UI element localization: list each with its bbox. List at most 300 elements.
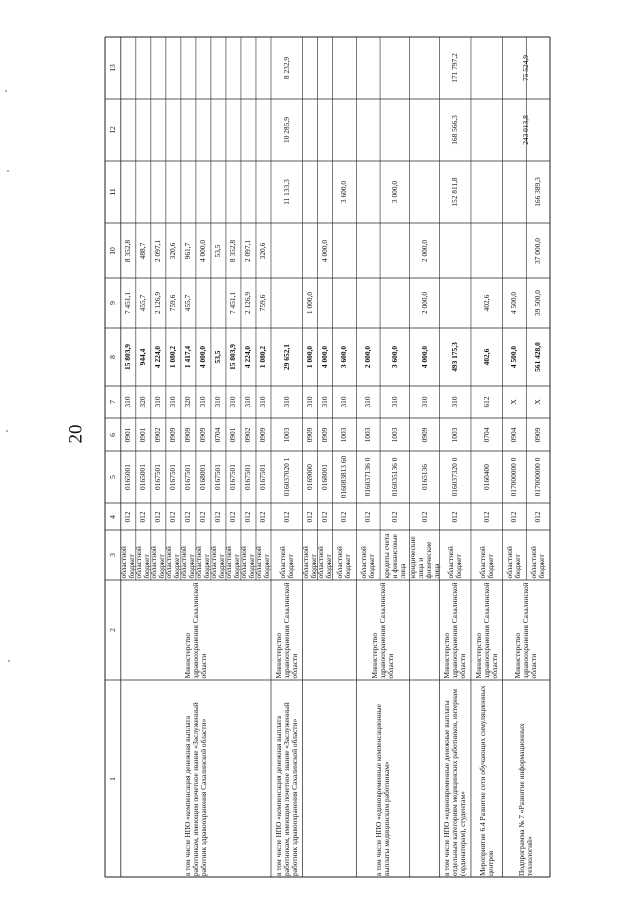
table-cell-text: 4 000,0 [419,345,429,369]
table-cell-text: 017000000 0 [509,457,519,497]
table-cell [471,99,503,161]
header-cell-text: 1 [107,776,117,781]
table-cell-text: 39 500,0 [533,290,543,316]
table-cell [226,418,241,451]
header-cell-text: 9 [107,301,117,305]
table-cell-text: 016083813 60 [339,455,349,499]
table-cell-text: 012 [123,510,133,523]
table-cell [356,278,380,328]
table-cell [380,161,410,223]
table-cell [410,223,440,278]
table-cell-text: 4 500,0 [509,345,519,369]
table-cell [333,503,357,530]
table-cell [136,328,151,386]
table-cell-text: юридические лица и физические лица [407,536,441,579]
executor-cell [503,580,550,680]
table-cell-text: 012 [389,510,399,523]
table-cell [121,328,136,386]
table-cell-text: 012 [305,510,315,523]
table-cell [241,328,256,386]
table-cell-text: областной бюджет [505,546,523,579]
executor-cell [121,580,271,680]
table-cell-text: 012 [533,510,543,523]
table-cell [271,386,303,418]
table-cell [303,328,318,386]
table-cell [121,161,136,223]
table-cell-text: 012 [481,510,491,523]
table-cell [318,418,333,451]
table-cell-text: 1 080,2 [258,345,268,369]
table-cell-text: 016037320 0 [450,457,460,497]
table-cell-text: 0909 [419,427,429,442]
table-cell-text: областной бюджет [301,546,319,579]
table-cell [211,418,226,451]
table-cell [410,418,440,451]
table-cell-text: 1 000,0 [305,345,315,369]
table-cell-text: 012 [228,510,238,523]
table-cell-text: областной бюджет [134,546,152,579]
header-cell-text: 4 [107,514,117,519]
table-cell [526,328,550,386]
table-cell [380,386,410,418]
table-cell-text: 0167501 [213,464,223,490]
table-cell-text: 0909 [198,427,208,442]
table-cell [166,418,181,451]
table-cell-text: 4 500,0 [509,291,519,315]
page-number-text: 20 [65,424,86,444]
table-cell [211,328,226,386]
table-cell-text: 3 600,0 [339,180,349,204]
table-cell-text: 0902 [153,427,163,442]
table-cell [303,37,357,99]
table-cell [526,386,550,418]
table-cell-text: 310 [153,396,163,408]
table-cell [503,530,527,580]
table-cell-text: областной бюджет [149,546,167,579]
table-cell [471,503,503,530]
table-cell-text: 012 [153,510,163,523]
table-cell [439,37,471,99]
header-cell-text: 11 [107,188,117,196]
table-cell [526,223,550,278]
table-cell-text: 488,7 [138,242,148,259]
table-cell [526,530,550,580]
table-cell [226,503,241,530]
table-cell-text: 1 080,2 [168,345,178,369]
table-cell [318,451,333,503]
table-cell-text: 012 [198,510,208,523]
table-cell [410,278,440,328]
table-cell [166,503,181,530]
table-cell-text: 0909 [305,427,315,442]
table-cell-text: 1003 [450,427,460,442]
header-cell [105,503,121,530]
executor-cell [303,580,357,680]
table-cell-text: областной бюджет [477,546,495,579]
table-cell [503,451,527,503]
table-cell-text: 4 000,0 [198,239,208,262]
table-cell [503,503,527,530]
table-cell-text: X [533,399,543,405]
table-cell [256,328,271,386]
table-cell-text: 0167501 [168,464,178,490]
table-cell [356,386,380,418]
table-cell [333,386,357,418]
table-cell-text: областной бюджет [239,546,257,579]
table-cell [303,451,318,503]
table-cell [241,418,256,451]
table-cell [241,278,256,328]
executor-cell [439,580,471,680]
table-cell-text: областной бюджет [194,546,212,579]
table-cell [439,328,471,386]
table-cell-text: 402,6 [481,348,491,366]
table-cell [356,37,409,99]
table-cell [151,418,166,451]
program-name-cell-text: в том числе НПО «компенсация денежная выплата работникам, имеющим почетное звание «Заслуженный работник здравоохранения Сахалинской области» [182,701,208,876]
table-cell-text: 0167501 [258,464,268,490]
table-cell [211,503,226,530]
table-cell [471,451,503,503]
table-cell-text: 612 [481,396,491,408]
table-cell [151,503,166,530]
header-cell-text: 7 [107,400,117,404]
table-cell-text: X [509,399,519,405]
header-cell [105,680,121,877]
table-cell-text: 0165001 [123,464,133,490]
table-cell-text: 016037136 0 [363,457,373,497]
table-cell [439,223,471,278]
table-cell-text: 0165001 [138,464,148,490]
header-cell [105,418,121,451]
table-cell-text: областной бюджет [277,546,295,579]
table-cell [271,530,303,580]
table-cell-text: 1 000,0 [305,291,315,315]
executor-cell-text: Министерство здравоохранения Сахалинской области [473,582,499,679]
table-cell-text: 320,6 [168,242,178,259]
header-cell-text: 6 [107,432,117,437]
table-cell [380,278,410,328]
program-name-cell-text: Подпрограмма № 7 «Развитие информационных технологий» [517,722,535,876]
table-cell [256,278,271,328]
table-cell-text: 310 [213,396,223,408]
table-cell-text: 310 [198,396,208,408]
table-cell-text: 0704 [213,427,223,442]
table-cell [380,530,410,580]
table-cell [503,223,527,278]
table-cell-text: 0909 [258,427,268,442]
table-cell [410,328,440,386]
table-cell-text: 0909 [320,427,330,442]
table-cell-text: 2 097,1 [243,239,253,262]
table-cell [471,161,503,223]
table-cell-text: 4 000,0 [198,345,208,369]
table-cell [151,451,166,503]
table-cell-text: 310 [243,396,253,408]
table-cell-text: 0167501 [153,464,163,490]
header-cell-text: 12 [107,126,117,134]
table-cell [226,223,241,278]
table-cell-text: 0165136 [419,464,429,490]
header-cell-text: 10 [107,246,117,255]
table-cell-text: 0168001 [198,464,208,490]
table-cell-text: 012 [363,510,373,523]
table-cell-text: 1003 [363,427,373,442]
table-cell-text: 4 000,0 [320,345,330,369]
table-cell [333,328,357,386]
table-cell [196,418,211,451]
table-cell-text: 0909 [533,427,543,442]
table-cell-text: 2 097,1 [153,239,163,262]
header-cell-text: 2 [107,628,117,632]
table-cell [410,161,440,223]
table-cell-text: 2 000,0 [419,291,429,315]
executor-cell-text: Министерство здравоохранения Сахалинской области [370,582,396,679]
program-name-cell [356,680,409,877]
program-name-cell-text: Мероприятие 6.4 Развитие сети обучающих симуляционных центров [477,685,495,876]
table-cell [471,530,503,580]
table-cell [333,278,357,328]
table-cell-text: 11 133,3 [281,179,291,205]
table-cell [356,530,380,580]
table-cell-text: 1 417,4 [183,345,193,369]
table-cell-text: областной бюджет [335,546,353,579]
table-cell-text: 320 [183,396,193,408]
table-cell-text: 493 175,3 [450,342,460,372]
table-cell [256,161,271,223]
table-cell-text: 0901 [228,427,238,442]
table-cell [503,328,527,386]
table-cell-text: 15 803,9 [228,344,238,370]
table-cell-text: 2 000,0 [419,239,429,262]
table-cell-text: 0167501 [243,464,253,490]
table-cell [318,278,333,328]
table-cell-text: 37 000,0 [533,237,543,264]
header-cell [105,223,121,278]
table-cell-text: 012 [138,510,148,523]
table-cell [303,223,318,278]
table-cell [439,530,471,580]
table-cell [181,386,196,418]
table-cell [271,328,303,386]
table-cell [121,99,271,161]
table-cell [166,223,181,278]
table-cell [271,37,303,99]
table-cell [151,223,166,278]
header-cell [105,451,121,503]
table-cell [407,530,441,580]
table-cell [356,503,380,530]
table-cell-text: 4 224,0 [153,345,163,369]
executor-cell [410,580,440,680]
table-cell-text: областной бюджет [254,546,272,579]
table-cell-text: 320 [138,396,148,408]
table-cell-text: 012 [258,510,268,523]
table-cell-text: 012 [339,510,349,523]
executor-cell-text: Министерство здравоохранения Сахалинской области [513,582,539,679]
table-cell [121,503,136,530]
table-cell [151,161,166,223]
table-cell-text: 0909 [168,427,178,442]
executor-cell [471,580,503,680]
table-cell [439,386,471,418]
table-cell [318,386,333,418]
program-name-cell [503,680,550,877]
table-cell [471,223,503,278]
table-cell [318,328,333,386]
header-cell [105,580,121,680]
table-cell-text: 310 [363,396,373,408]
budget-table [105,37,550,877]
table-cell [503,278,527,328]
table-cell-text: областной бюджет [179,546,197,579]
table-cell [439,99,471,161]
table-cell-text: 53,5 [213,350,223,364]
table-cell-text: 012 [281,510,291,523]
table-cell [356,418,380,451]
table-cell-text: 310 [320,396,330,408]
table-cell [356,451,380,503]
table-cell-text: областной бюджет [224,546,242,579]
table-cell [471,418,503,451]
table-cell [196,278,211,328]
table-cell-text: 29 652,1 [281,344,291,370]
table-cell [166,328,181,386]
table-cell [271,503,303,530]
table-cell [226,451,241,503]
table-cell-text: областной бюджет [446,546,464,579]
table-cell [151,278,166,328]
table-cell [439,503,471,530]
table-cell [121,223,136,278]
table-cell-text: 961,7 [183,242,193,259]
table-cell [356,161,380,223]
table-cell-text: 4 000,0 [320,239,330,262]
table-cell [503,161,527,223]
table-cell [181,161,196,223]
table-cell-text: 0167501 [228,464,238,490]
table-cell [196,451,211,503]
table-cell [211,451,226,503]
table-cell-text: 0169000 [305,464,315,490]
table-cell-text: 0901 [123,427,133,442]
table-cell-text: 012 [213,510,223,523]
table-cell [380,451,410,503]
table-cell [380,418,410,451]
table-cell-text: 402,6 [481,294,491,312]
table-cell-text: 012 [509,510,519,523]
table-cell [256,530,271,580]
table-cell [318,223,333,278]
table-cell [380,503,410,530]
table-cell [318,503,333,530]
table-cell [333,530,357,580]
table-cell [121,278,136,328]
table-cell-text: 310 [123,396,133,408]
table-cell [256,451,271,503]
table-cell-text: 016035136 0 [389,457,399,497]
table-cell [503,386,527,418]
table-cell [196,503,211,530]
table-cell [241,386,256,418]
table-cell-text: кредиты счета и финансовые лица [381,533,407,579]
table-cell-text: 7 451,1 [123,291,133,315]
table-cell [318,161,333,223]
table-cell [333,451,357,503]
table-cell-text: областной бюджет [359,546,377,579]
table-cell [471,386,503,418]
table-cell [196,223,211,278]
table-cell [226,161,241,223]
table-cell [271,451,303,503]
header-cell [105,328,121,386]
table-cell [303,386,318,418]
table-cell [356,99,409,161]
header-cell [105,37,121,99]
table-cell [271,223,303,278]
header-cell [105,99,121,161]
table-cell [121,386,136,418]
scan-specks [4,20,14,900]
table-cell [256,223,271,278]
table-cell [303,418,318,451]
header-cell-text: 5 [107,475,117,479]
table-cell [241,161,256,223]
table-cell [121,418,136,451]
table-cell [211,161,226,223]
table-cell-text: 1003 [389,427,399,442]
table-cell-text: 012 [320,510,330,523]
table-cell-text: 0704 [481,427,491,442]
table-cell [181,278,196,328]
table-cell [196,161,211,223]
table-cell [503,99,550,161]
table-cell-text: 152 811,8 [450,177,460,207]
executor-cell [271,580,303,680]
table-cell-text: 2 126,9 [153,291,163,315]
table-cell [181,223,196,278]
table-cell [136,418,151,451]
header-cell-text: 8 [107,355,117,359]
table-cell-text: 561 428,0 [533,342,543,372]
table-cell-text: 3 000,0 [389,180,399,204]
table-cell [226,386,241,418]
table-cell [136,223,151,278]
table-cell-text: 53,5 [213,244,223,257]
program-name-cell [471,680,503,877]
table-cell [439,278,471,328]
table-cell-text: 0909 [183,427,193,442]
table-cell [136,161,151,223]
header-cell-text: 13 [107,64,117,72]
table-cell-text: 0904 [509,427,519,442]
table-cell [136,278,151,328]
executor-cell [356,580,409,680]
table-cell-text: 012 [183,510,193,523]
table-cell [526,503,550,530]
program-name-cell-text: в том числе НПО «единовременные денежные выплаты отдельным категориям медицинских работников, интернам (ординаторам), студентам» [442,688,468,876]
table-cell-text: 310 [450,396,460,408]
header-cell [105,278,121,328]
table-cell-text: 310 [419,396,429,408]
table-cell [410,503,440,530]
table-cell [271,99,303,161]
table-cell-text: 0168001 [320,464,330,490]
table-cell [303,161,318,223]
table-cell [256,418,271,451]
table-cell-text: 310 [168,396,178,408]
table-cell-text: 455,7 [138,294,148,312]
